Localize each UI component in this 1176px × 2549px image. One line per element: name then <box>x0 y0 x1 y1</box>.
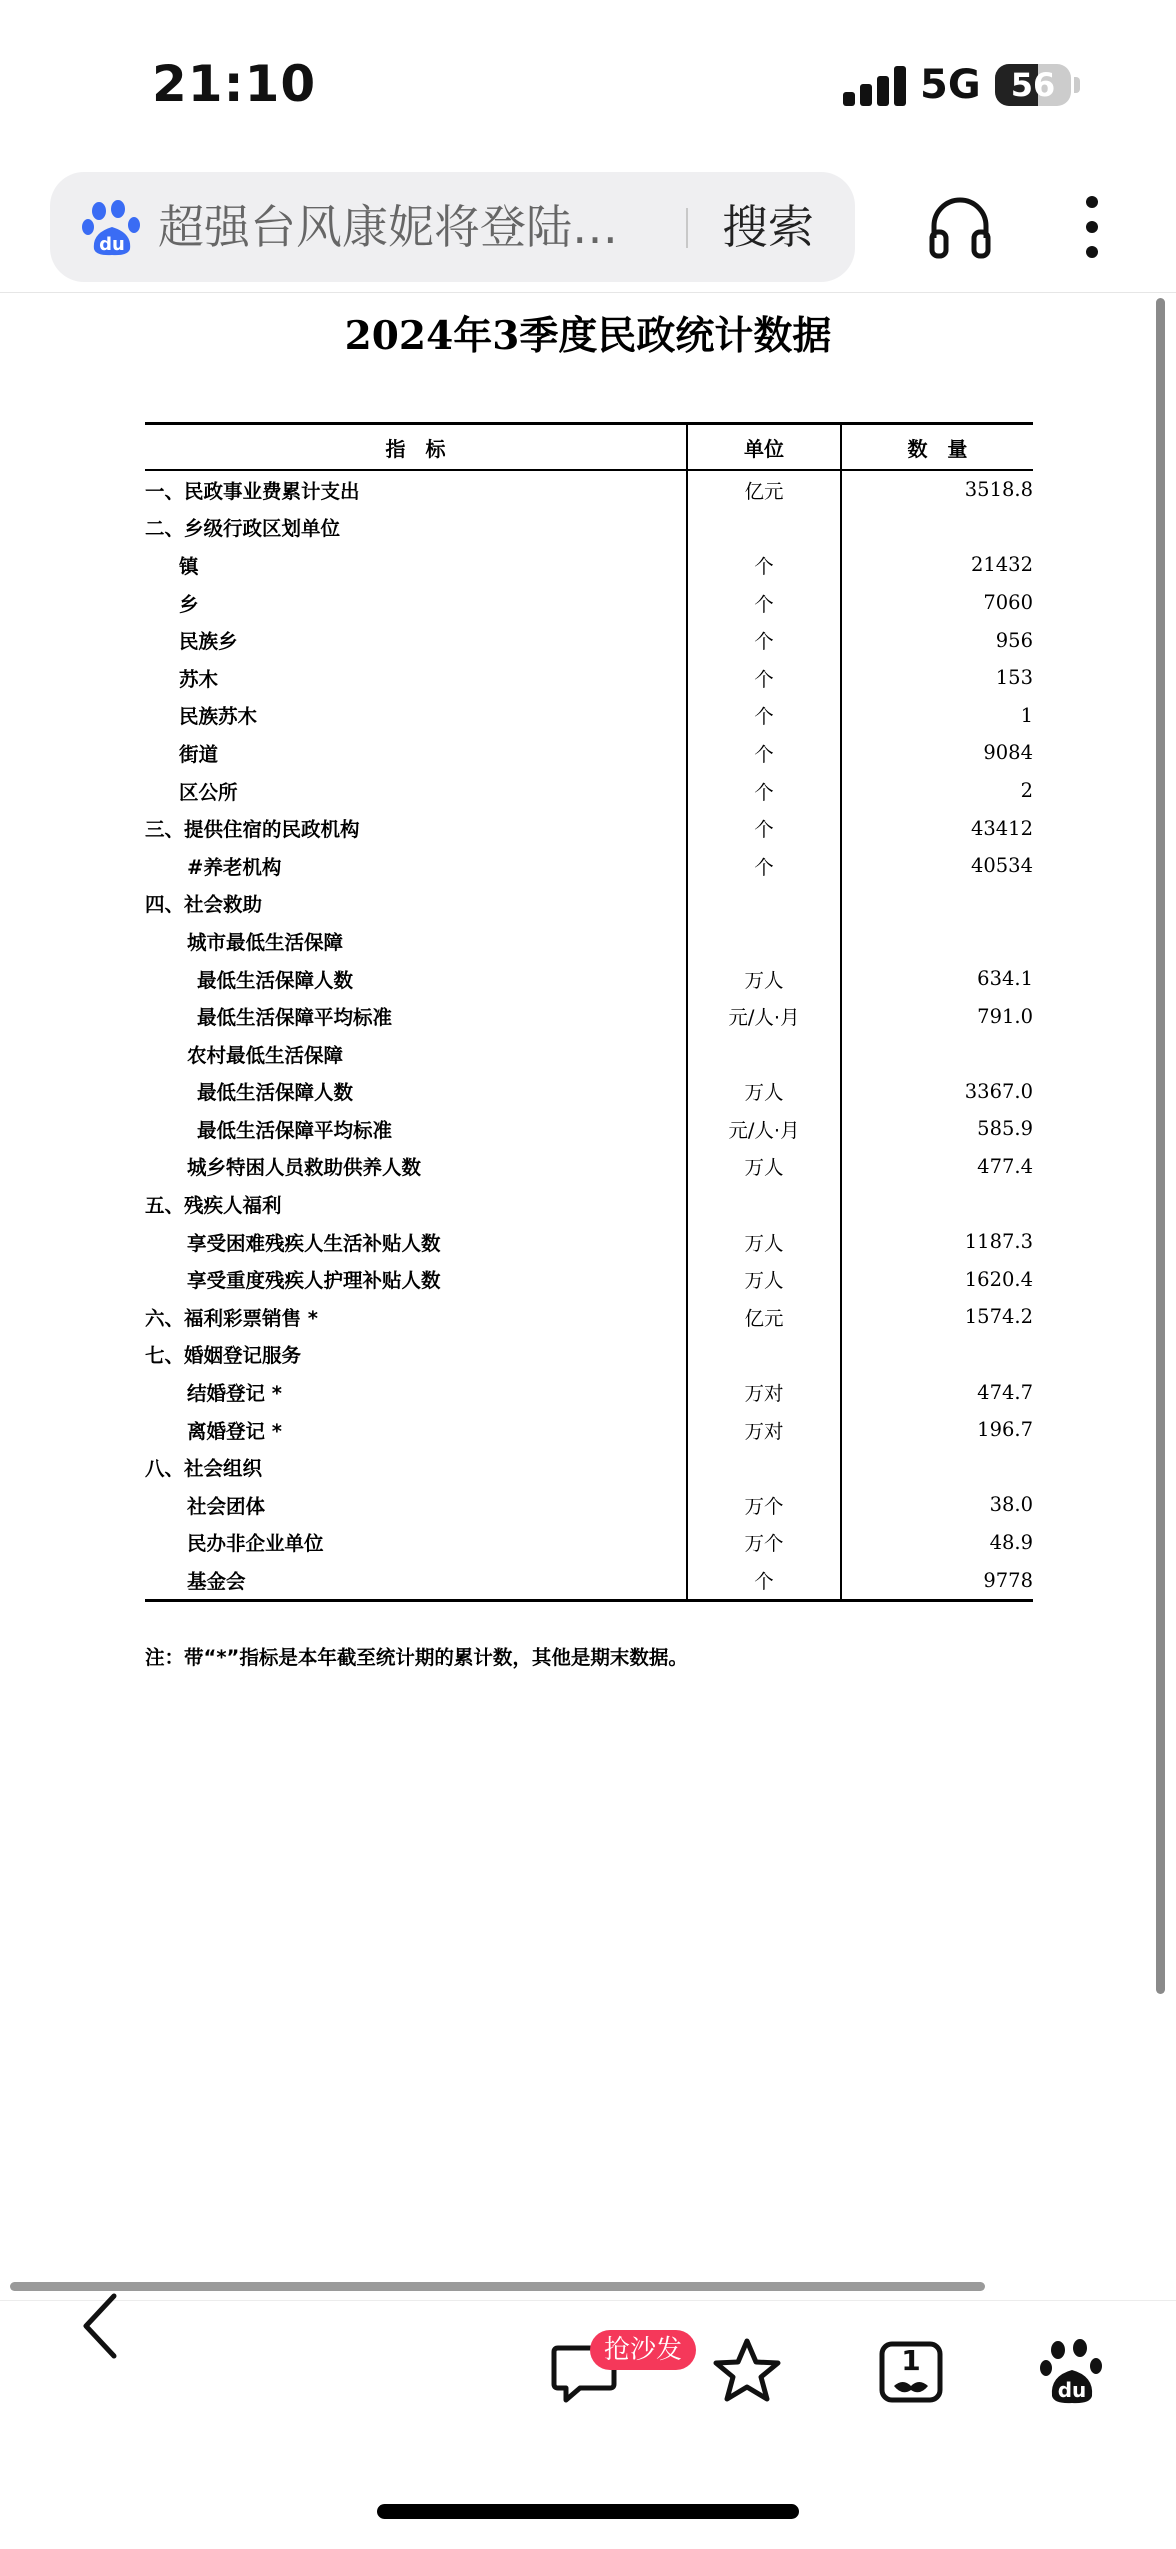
table-row <box>145 1185 1033 1223</box>
table-row <box>145 697 1033 735</box>
column-header-indicator: 指 标 <box>145 424 687 471</box>
star-icon[interactable] <box>712 2336 782 2406</box>
quantity-cell: 1 <box>1020 703 1033 727</box>
table-row <box>145 1524 1033 1562</box>
table-row <box>145 1448 1033 1486</box>
unit-cell: 个 <box>687 659 841 697</box>
indicator-cell: 城市最低生活保障 <box>145 922 687 960</box>
quantity-cell: 9778 <box>841 1561 1033 1600</box>
unit-cell: 万人 <box>687 960 841 998</box>
indicator-cell: 享受困难残疾人生活补贴人数 <box>145 1223 687 1261</box>
indicator-cell: 三、提供住宿的民政机构 <box>145 809 687 847</box>
back-icon[interactable] <box>78 2288 128 2364</box>
unit-cell: 万人 <box>687 1223 841 1261</box>
table-row <box>145 1148 1033 1186</box>
quantity-cell: 48.9 <box>989 1530 1033 1554</box>
unit-cell <box>687 1336 841 1374</box>
quantity-cell <box>841 1336 1033 1374</box>
table-row <box>145 1223 1033 1261</box>
table-row <box>145 659 1033 697</box>
header-divider <box>0 292 1176 293</box>
indicator-cell: 民族苏木 <box>145 697 687 735</box>
indicator-cell: 基金会 <box>145 1561 687 1600</box>
quantity-cell: 956 <box>995 628 1033 652</box>
unit-cell <box>687 1185 841 1223</box>
unit-cell: 个 <box>687 809 841 847</box>
cellular-signal-icon <box>843 66 907 106</box>
quantity-cell: 791.0 <box>977 1004 1033 1028</box>
indicator-cell: 民族乡 <box>145 621 687 659</box>
quantity-cell: 153 <box>995 666 1033 690</box>
unit-cell: 个 <box>687 1561 841 1600</box>
indicator-cell: 区公所 <box>145 772 687 810</box>
table-row <box>145 1336 1033 1374</box>
table-row <box>145 1073 1033 1111</box>
quantity-cell: 474.7 <box>977 1380 1033 1404</box>
baidu-paw-icon <box>82 199 142 257</box>
indicator-cell: 享受重度残疾人护理补贴人数 <box>145 1260 687 1298</box>
home-indicator <box>377 2504 799 2519</box>
quantity-cell: 38.0 <box>989 1493 1033 1517</box>
table-row <box>145 734 1033 772</box>
column-header-quantity: 数 量 <box>841 424 1033 471</box>
indicator-cell: 乡 <box>145 584 687 622</box>
quantity-cell: 1620.4 <box>964 1267 1033 1291</box>
indicator-cell: 社会团体 <box>145 1486 687 1524</box>
quantity-cell: 585.9 <box>977 1117 1033 1141</box>
search-bar[interactable] <box>50 172 855 282</box>
unit-cell: 万对 <box>687 1373 841 1411</box>
unit-cell <box>687 922 841 960</box>
quantity-cell <box>841 1448 1033 1486</box>
sofa-badge[interactable]: 抢沙发 <box>590 2330 696 2370</box>
unit-cell: 个 <box>687 584 841 622</box>
unit-cell: 元/人·月 <box>687 1110 841 1148</box>
unit-cell: 个 <box>687 697 841 735</box>
unit-cell: 个 <box>687 772 841 810</box>
search-query[interactable]: 超强台风康妮将登陆… <box>158 200 618 254</box>
table-row <box>145 470 1033 509</box>
headphones-icon[interactable] <box>925 192 995 262</box>
quantity-cell: 477.4 <box>977 1154 1033 1178</box>
indicator-cell: 最低生活保障人数 <box>145 960 687 998</box>
indicator-cell: 苏木 <box>145 659 687 697</box>
more-vertical-icon[interactable] <box>1080 192 1104 262</box>
table-row <box>145 1411 1033 1449</box>
vertical-scrollbar[interactable] <box>1156 298 1165 1994</box>
quantity-cell: 9084 <box>983 741 1033 765</box>
indicator-cell: 农村最低生活保障 <box>145 1035 687 1073</box>
status-time: 21:10 <box>152 55 317 113</box>
unit-cell: 万个 <box>687 1524 841 1562</box>
statistics-table <box>145 422 1033 1602</box>
unit-cell: 个 <box>687 734 841 772</box>
quantity-cell <box>841 509 1033 547</box>
quantity-cell: 3367.0 <box>964 1079 1033 1103</box>
network-type: 5G <box>920 62 981 108</box>
quantity-cell: 196.7 <box>977 1418 1033 1442</box>
indicator-cell: 四、社会救助 <box>145 885 687 923</box>
table-row <box>145 546 1033 584</box>
quantity-cell <box>841 922 1033 960</box>
indicator-cell: 城乡特困人员救助供养人数 <box>145 1148 687 1186</box>
baidu-paw-icon[interactable] <box>1038 2338 1106 2406</box>
unit-cell <box>687 1035 841 1073</box>
table-row <box>145 847 1033 885</box>
unit-cell: 亿元 <box>687 1298 841 1336</box>
battery-icon <box>995 64 1071 106</box>
footnote: 注：带“*”指标是本年截至统计期的累计数，其他是期末数据。 <box>145 1646 688 1669</box>
indicator-cell: 最低生活保障平均标准 <box>145 997 687 1035</box>
search-divider <box>686 208 688 248</box>
indicator-cell: 七、婚姻登记服务 <box>145 1336 687 1374</box>
svg-text:du: du <box>99 234 125 255</box>
unit-cell: 个 <box>687 621 841 659</box>
table-row <box>145 1035 1033 1073</box>
quantity-cell <box>841 1185 1033 1223</box>
quantity-cell: 634.1 <box>977 967 1033 991</box>
indicator-cell: 二、乡级行政区划单位 <box>145 509 687 547</box>
table-row <box>145 772 1033 810</box>
table-row <box>145 584 1033 622</box>
table-row <box>145 1561 1033 1600</box>
unit-cell: 万对 <box>687 1411 841 1449</box>
indicator-cell: 五、残疾人福利 <box>145 1185 687 1223</box>
quantity-cell: 3518.8 <box>964 478 1033 502</box>
search-button[interactable]: 搜索 <box>722 200 814 254</box>
indicator-cell: 镇 <box>145 546 687 584</box>
table-row <box>145 1486 1033 1524</box>
unit-cell: 元/人·月 <box>687 997 841 1035</box>
table-row <box>145 1260 1033 1298</box>
quantity-cell: 21432 <box>970 553 1033 577</box>
table-row <box>145 885 1033 923</box>
quantity-cell <box>841 885 1033 923</box>
tabs-icon[interactable] <box>876 2338 946 2408</box>
table-row <box>145 960 1033 998</box>
quantity-cell: 43412 <box>970 816 1033 840</box>
unit-cell <box>687 885 841 923</box>
unit-cell <box>687 1448 841 1486</box>
indicator-cell: 八、社会组织 <box>145 1448 687 1486</box>
unit-cell <box>687 509 841 547</box>
quantity-cell: 40534 <box>970 854 1033 878</box>
table-row <box>145 1373 1033 1411</box>
table-row <box>145 809 1033 847</box>
tab-count: 1 <box>901 2344 921 2377</box>
unit-cell: 万人 <box>687 1148 841 1186</box>
quantity-cell <box>841 1035 1033 1073</box>
quantity-cell: 7060 <box>983 591 1033 615</box>
quantity-cell: 1574.2 <box>964 1305 1033 1329</box>
unit-cell: 万人 <box>687 1073 841 1111</box>
table-row <box>145 621 1033 659</box>
table-row <box>145 922 1033 960</box>
table-row <box>145 997 1033 1035</box>
quantity-cell: 2 <box>1020 779 1033 803</box>
unit-cell: 万个 <box>687 1486 841 1524</box>
column-header-unit: 单位 <box>687 424 841 471</box>
horizontal-scrollbar[interactable] <box>10 2282 985 2291</box>
indicator-cell: #养老机构 <box>145 847 687 885</box>
table-row <box>145 509 1033 547</box>
svg-text:du: du <box>1057 2378 1087 2402</box>
indicator-cell: 最低生活保障人数 <box>145 1073 687 1111</box>
table-row <box>145 1298 1033 1336</box>
unit-cell: 个 <box>687 546 841 584</box>
indicator-cell: 街道 <box>145 734 687 772</box>
table-row <box>145 1110 1033 1148</box>
indicator-cell: 一、民政事业费累计支出 <box>145 470 687 509</box>
battery-tip <box>1074 77 1080 93</box>
indicator-cell: 离婚登记 * <box>145 1411 687 1449</box>
unit-cell: 个 <box>687 847 841 885</box>
indicator-cell: 最低生活保障平均标准 <box>145 1110 687 1148</box>
table-header-row <box>145 424 1033 471</box>
quantity-cell: 1187.3 <box>964 1230 1033 1254</box>
unit-cell: 万人 <box>687 1260 841 1298</box>
indicator-cell: 六、福利彩票销售 * <box>145 1298 687 1336</box>
indicator-cell: 结婚登记 * <box>145 1373 687 1411</box>
page-title: 2024年3季度民政统计数据 <box>344 313 832 359</box>
status-bar <box>0 0 1176 150</box>
unit-cell: 亿元 <box>687 470 841 509</box>
battery-level: 56 <box>1010 66 1056 104</box>
indicator-cell: 民办非企业单位 <box>145 1524 687 1562</box>
